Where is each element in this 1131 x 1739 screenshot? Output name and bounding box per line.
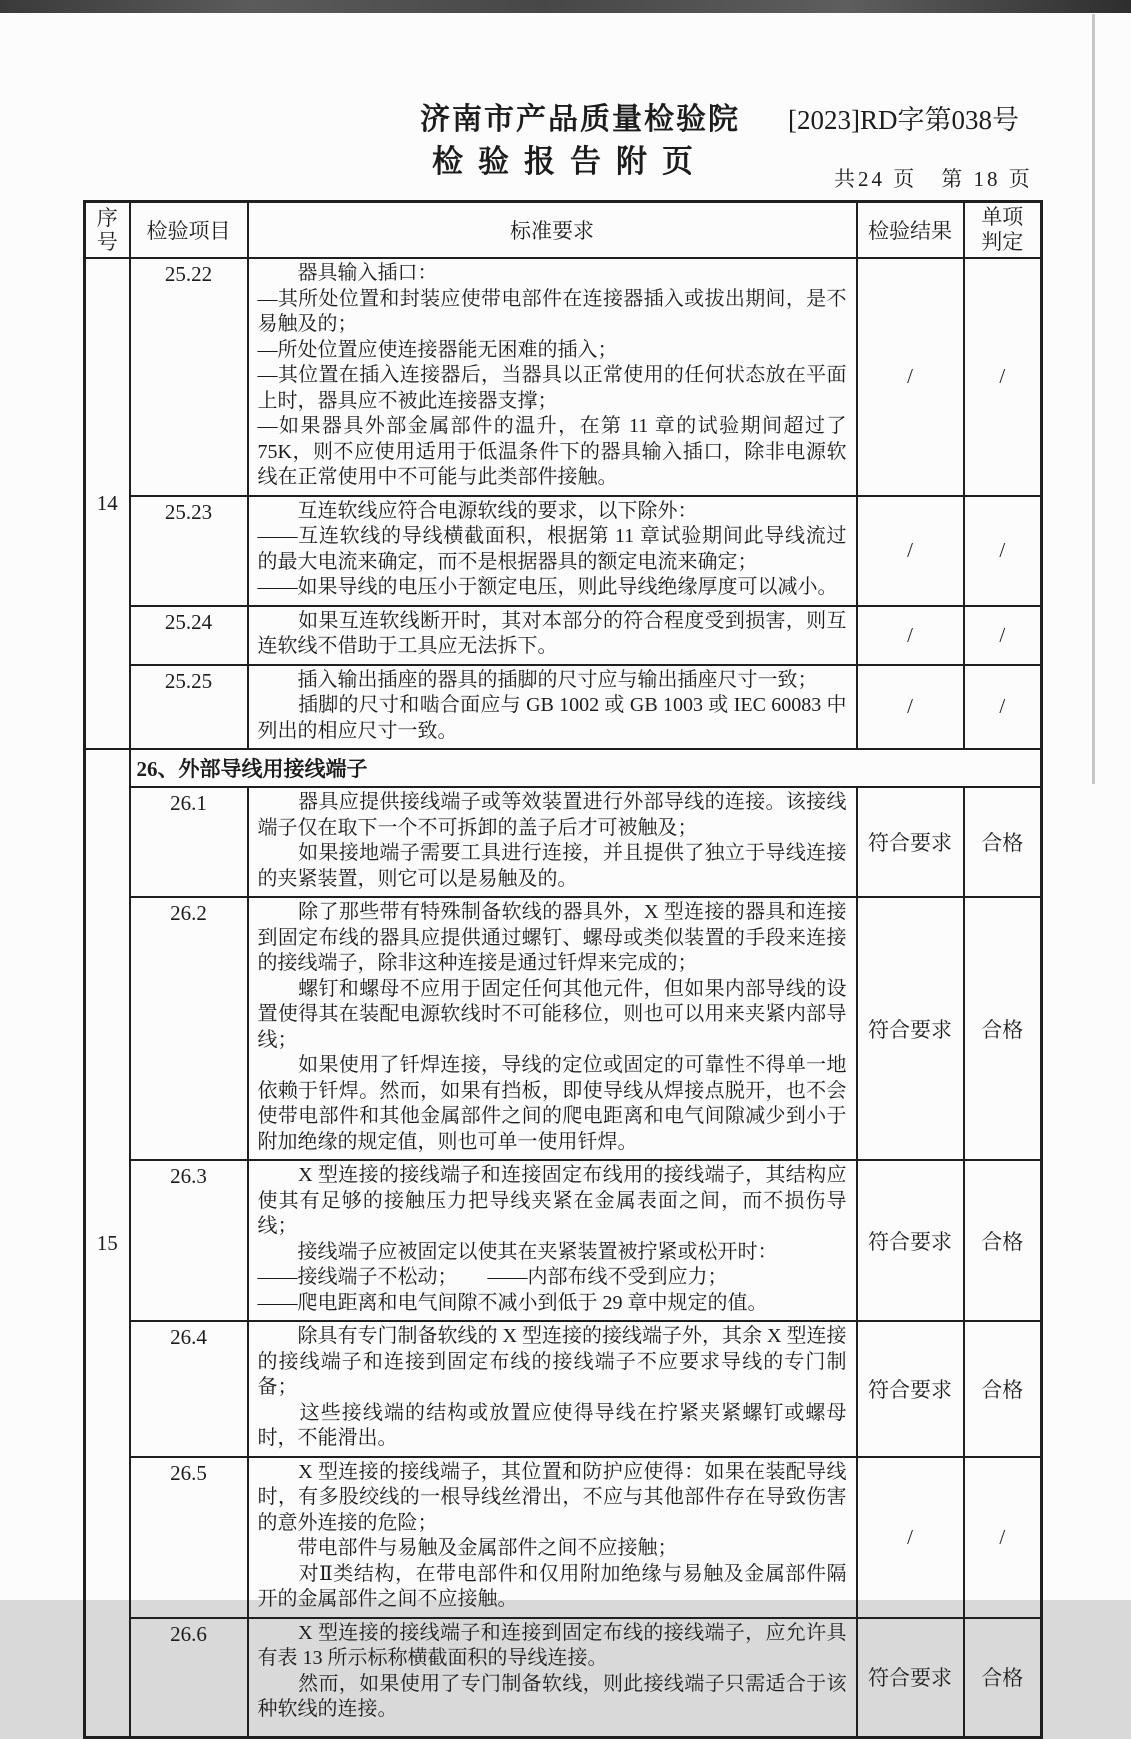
table-header-row — [85, 202, 1042, 259]
requirement-paragraph: 然而，如果使用了专门制备软线，则此接线端子只需适合于该种软线的连接。 — [257, 1672, 847, 1720]
table-row — [85, 665, 1042, 750]
result-cell: 符合要求 — [857, 897, 964, 1160]
section-title: 26、外部导线用接线端子 — [130, 749, 1042, 787]
requirement-paragraph: 插入输出插座的器具的插脚的尺寸应与输出插座尺寸一致； — [257, 668, 818, 691]
requirement-paragraph: 插脚的尺寸和啮合面应与 GB 1002 或 GB 1003 或 IEC 60083 中列出的相应尺寸一致。 — [257, 694, 847, 742]
requirement-cell — [248, 787, 857, 897]
requirement-paragraph: ——爬电距离和电气间隙不减小到低于 29 章中规定的值。 — [257, 1291, 768, 1314]
judgment-cell: / — [964, 665, 1042, 750]
table-row — [85, 787, 1042, 897]
table-row — [85, 1457, 1042, 1618]
requirement-paragraph: X 型连接的接线端子和连接固定布线用的接线端子，其结构应使其有足够的接触压力把导线夹紧在金属表面之间，而不损伤导线； — [257, 1164, 847, 1237]
table-row — [85, 1618, 1042, 1738]
judgment-cell: / — [964, 496, 1042, 606]
judgment-cell: 合格 — [964, 1321, 1042, 1457]
item-number: 25.24 — [130, 606, 248, 665]
seq-number: 14 — [85, 258, 130, 749]
judgment-cell: 合格 — [964, 787, 1042, 897]
requirement-paragraph: —如果器具外部金属部件的温升，在第 11 章的试验期间超过了 75K，则不应使用适用于低温条件下的器具输入插口，除非电源软线在正常使用中不可能与此类部件接触。 — [257, 415, 847, 488]
item-number: 25.25 — [130, 665, 248, 750]
inspection-table — [83, 200, 1043, 1739]
requirement-paragraph: ——互连软线的导线横截面积，根据第 11 章试验期间此导线流过的最大电流来确定，而不是根据器具的额定电流来确定； — [257, 525, 847, 573]
requirement-paragraph: X 型连接的接线端子和连接到固定布线的接线端子，应允许具有表 13 所示标称横截面积的导线连接。 — [257, 1621, 847, 1669]
item-number: 26.3 — [130, 1160, 248, 1321]
document-title: 检验报告附页 — [432, 144, 708, 179]
requirement-cell — [248, 1160, 857, 1321]
requirement-paragraph: 除了那些带有特殊制备软线的器具外，X 型连接的器具和连接到固定布线的器具应提供通过螺钉、螺母或类似装置的手段来连接的接线端子，除非这种连接是通过钎焊来完成的； — [257, 901, 847, 974]
requirement-paragraph: 器具应提供接线端子或等效装置进行外部导线的连接。该接线端子仅在取下一个不可拆卸的盖子后才可被触及； — [257, 791, 847, 839]
requirement-paragraph: 带电部件与易触及金属部件之间不应接触； — [257, 1537, 678, 1559]
item-number: 26.6 — [130, 1618, 248, 1738]
table-row — [85, 1321, 1042, 1457]
result-cell: 符合要求 — [857, 1321, 964, 1457]
result-cell: 符合要求 — [857, 1618, 964, 1738]
result-cell: 符合要求 — [857, 1160, 964, 1321]
column-header-requirement: 标准要求 — [248, 202, 857, 259]
column-header-item: 检验项目 — [130, 202, 248, 259]
result-cell: / — [857, 665, 964, 750]
requirement-paragraph: —其所处位置和封装应使带电部件在连接器插入或拔出期间，是不易触及的； — [257, 287, 847, 335]
item-number: 26.1 — [130, 787, 248, 897]
judgment-cell: 合格 — [964, 1618, 1042, 1738]
seq-number: 15 — [85, 749, 130, 1738]
requirement-paragraph: 如果接地端子需要工具进行连接，并且提供了独立于导线连接的夹紧装置，则它可以是易触及的。 — [257, 842, 847, 890]
table-row — [85, 897, 1042, 1160]
judgment-cell: / — [964, 258, 1042, 496]
table-row — [85, 258, 1042, 496]
item-number: 26.4 — [130, 1321, 248, 1457]
item-number: 26.2 — [130, 897, 248, 1160]
judgment-cell: 合格 — [964, 897, 1042, 1160]
report-number: [2023]RD字第038号 — [788, 105, 1019, 135]
requirement-paragraph: 除具有专门制备软线的 X 型连接的接线端子外，其余 X 型连接的接线端子和连接到固定布线的接线端子不应要求导线的专门制备； — [257, 1325, 847, 1398]
judgment-cell: 合格 — [964, 1160, 1042, 1321]
requirement-paragraph: 螺钉和螺母不应用于固定任何其他元件，但如果内部导线的设置使得其在装配电源软线时不可能移位，则也可以用来夹紧内部导线； — [257, 977, 847, 1051]
requirement-paragraph: —所处位置应使连接器能无困难的插入； — [257, 338, 618, 361]
requirement-cell — [248, 496, 857, 606]
requirement-paragraph: ——接线端子不松动； ——内部布线不受到应力； — [257, 1266, 728, 1288]
requirement-paragraph: 如果互连软线断开时，其对本部分的符合程度受到损害，则互连软线不借助于工具应无法拆下。 — [257, 609, 847, 657]
requirement-paragraph: 接线端子应被固定以使其在夹紧装置被拧紧或松开时： — [257, 1240, 778, 1263]
section-header-row — [85, 749, 1042, 787]
table-row — [85, 606, 1042, 665]
requirement-paragraph: 这些接线端的结构或放置应使得导线在拧紧夹紧螺钉或螺母时，不能滑出。 — [257, 1401, 847, 1449]
item-number: 25.23 — [130, 496, 248, 606]
scan-artifact-right-line — [1092, 14, 1095, 784]
requirement-cell — [248, 1457, 857, 1618]
requirement-paragraph: 如果使用了钎焊连接，导线的定位或固定的可靠性不得单一地依赖于钎焊。然而，如果有挡板，即使导线从焊接点脱开，也不会使带电部件和其他金属部件之间的爬电距离和电气间隙减少到小于附加绝缘的规定值，则也可单一使用钎焊。 — [257, 1054, 847, 1153]
requirement-paragraph: 互连软线应符合电源软线的要求，以下除外： — [257, 499, 698, 522]
scan-artifact-top-edge — [0, 0, 1131, 13]
item-number: 25.22 — [130, 258, 248, 496]
judgment-cell: / — [964, 1457, 1042, 1618]
requirement-paragraph: 器具输入插口： — [257, 262, 438, 284]
requirement-cell — [248, 665, 857, 750]
result-cell: / — [857, 606, 964, 665]
column-header-judgment: 单项判定 — [964, 202, 1042, 259]
requirement-paragraph: —其位置在插入连接器后，当器具以正常使用的任何状态放在平面上时，器具应不被此连接器支撑； — [257, 364, 847, 412]
requirement-cell — [248, 258, 857, 496]
requirement-cell — [248, 1618, 857, 1738]
requirement-cell — [248, 606, 857, 665]
column-header-seq: 序号 — [85, 202, 130, 259]
table-row — [85, 1160, 1042, 1321]
requirement-cell — [248, 1321, 857, 1457]
requirement-cell — [248, 897, 857, 1160]
result-cell: / — [857, 496, 964, 606]
organization-name: 济南市产品质量检验院 — [420, 103, 740, 136]
item-number: 26.5 — [130, 1457, 248, 1618]
requirement-paragraph: 对Ⅱ类结构，在带电部件和仅用附加绝缘与易触及金属部件隔开的金属部件之间不应接触。 — [257, 1562, 847, 1610]
judgment-cell: / — [964, 606, 1042, 665]
page-count-info: 共24 页 第 18 页 — [834, 167, 1033, 191]
table-row — [85, 496, 1042, 606]
column-header-result: 检验结果 — [857, 202, 964, 259]
result-cell: 符合要求 — [857, 787, 964, 897]
requirement-paragraph: X 型连接的接线端子，其位置和防护应使得：如果在装配导线时，有多股绞线的一根导线丝滑出，不应与其他部件存在导致伤害的意外连接的危险； — [257, 1460, 847, 1534]
requirement-paragraph: ——如果导线的电压小于额定电压，则此导线绝缘厚度可以减小。 — [257, 576, 838, 598]
result-cell: / — [857, 1457, 964, 1618]
result-cell: / — [857, 258, 964, 496]
